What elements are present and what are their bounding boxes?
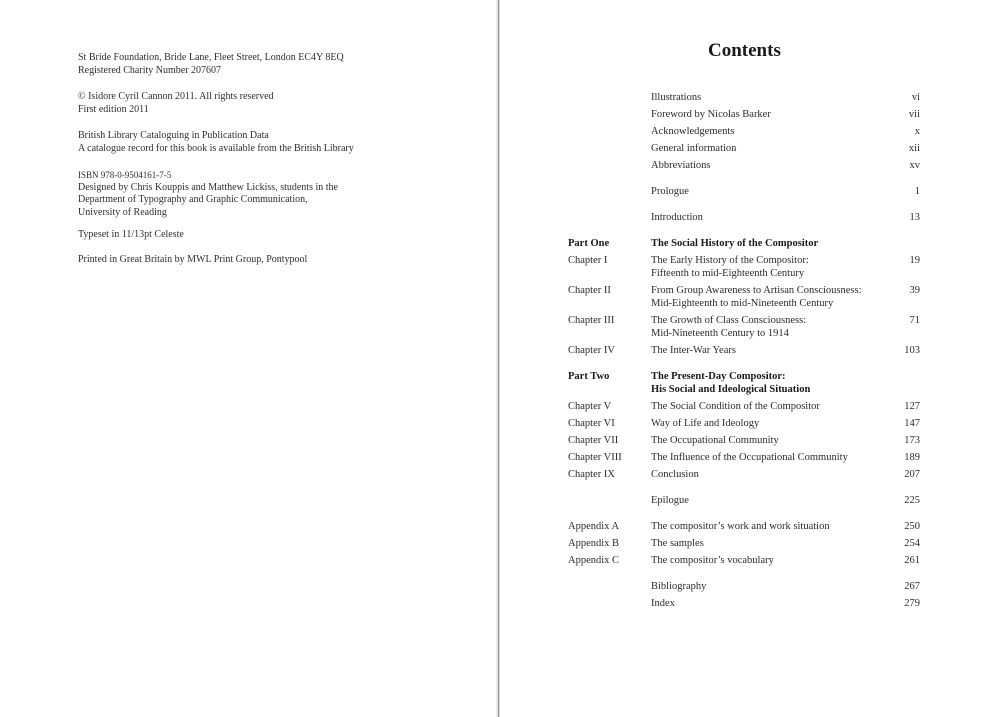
toc-entry-title: The samples bbox=[651, 538, 704, 549]
typeset-line: Typeset in 11/13pt Celeste bbox=[78, 229, 184, 240]
cip-heading: British Library Cataloguing in Publication Data bbox=[78, 130, 269, 141]
toc-entry-label: Appendix A bbox=[568, 521, 620, 532]
toc-entry-page: 189 bbox=[904, 452, 920, 463]
toc-entry-title: The Occupational Community bbox=[651, 435, 779, 446]
cip-block bbox=[78, 130, 378, 155]
design-line-2: Department of Typography and Graphic Communication, bbox=[78, 194, 308, 205]
toc-entry-label: Appendix B bbox=[568, 538, 620, 549]
colophon bbox=[78, 52, 378, 276]
charity-line: Registered Charity Number 207607 bbox=[78, 64, 222, 76]
toc-entry-title: Bibliography bbox=[651, 581, 707, 592]
toc-entry-subtitle: Mid-Nineteenth Century to 1914 bbox=[651, 328, 789, 339]
toc-entry-page: 71 bbox=[909, 315, 920, 326]
toc-entry-label: Part Two bbox=[568, 371, 610, 382]
left-page bbox=[0, 0, 497, 717]
toc-entry-page: 254 bbox=[904, 538, 920, 549]
copyright-block bbox=[78, 91, 378, 116]
toc-entry-label: Chapter IX bbox=[568, 469, 615, 480]
toc-entry-label: Chapter II bbox=[568, 285, 611, 296]
toc-entry-title: The compositor’s work and work situation bbox=[651, 521, 830, 532]
toc-entry-label: Chapter VII bbox=[568, 435, 619, 446]
toc-entry-title: Illustrations bbox=[651, 92, 702, 103]
design-block bbox=[78, 169, 378, 219]
typeset-block bbox=[78, 229, 378, 242]
toc-entry-page: 250 bbox=[904, 521, 920, 532]
toc-entry-subtitle: Mid-Eighteenth to mid-Nineteenth Century bbox=[651, 298, 834, 309]
toc-entry-title: Conclusion bbox=[651, 469, 699, 480]
edition-line: First edition 2011 bbox=[78, 103, 149, 115]
toc-entry-title: Abbreviations bbox=[651, 160, 711, 171]
toc-entry-page: xv bbox=[909, 160, 920, 171]
toc-entry-page: 173 bbox=[904, 435, 920, 446]
toc-entry-label: Chapter VIII bbox=[568, 452, 622, 463]
toc-entry-subtitle: His Social and Ideological Situation bbox=[651, 384, 811, 395]
toc-entry-page: 19 bbox=[909, 255, 920, 266]
toc-entry-page: vii bbox=[908, 109, 920, 120]
isbn-line: ISBN 978-0-9504161-7-5 bbox=[78, 170, 172, 180]
printer-block bbox=[78, 254, 378, 267]
toc-entry-title: General information bbox=[651, 143, 737, 154]
contents-title: Contents bbox=[708, 40, 781, 61]
toc-entry-label: Appendix C bbox=[568, 555, 620, 566]
toc-entry-title: Index bbox=[651, 598, 675, 609]
design-line-1: Designed by Chris Kouppis and Matthew Lickiss, students in the bbox=[78, 181, 338, 193]
toc-entry-label: Part One bbox=[568, 238, 610, 249]
toc-entry-page: 127 bbox=[904, 401, 920, 412]
toc-entry-page: 103 bbox=[904, 345, 920, 356]
toc-entry-label: Chapter IV bbox=[568, 345, 615, 356]
toc-entry-title: Introduction bbox=[651, 212, 703, 223]
toc-entry-title: The Social Condition of the Compositor bbox=[651, 401, 820, 412]
toc-entry-page: 261 bbox=[904, 555, 920, 566]
toc-entry-label: Chapter III bbox=[568, 315, 615, 326]
toc-entry-page: vi bbox=[911, 92, 920, 103]
toc-entry-page: 13 bbox=[909, 212, 920, 223]
printer-line: Printed in Great Britain by MWL Print Group, Pontypool bbox=[78, 253, 308, 265]
toc-entry-title: The Growth of Class Consciousness: bbox=[651, 315, 807, 326]
toc-entry-subtitle: Fifteenth to mid-Eighteenth Century bbox=[651, 268, 805, 279]
publisher-line: St Bride Foundation, Bride Lane, Fleet Street, London EC4Y 8EQ bbox=[78, 52, 344, 63]
toc-entry-title: The Inter-War Years bbox=[651, 345, 736, 356]
toc-entry-title: Foreword by Nicolas Barker bbox=[651, 109, 771, 120]
toc-entry-page: 207 bbox=[904, 469, 920, 480]
toc-entry-title: The Social History of the Compositor bbox=[651, 238, 819, 249]
toc-entry-title: The compositor’s vocabulary bbox=[651, 555, 774, 566]
toc-entry-page: 279 bbox=[904, 598, 920, 609]
toc-entry-page: 1 bbox=[914, 186, 920, 197]
toc-entry-label: Chapter I bbox=[568, 255, 608, 266]
copyright-line: © Isidore Cyril Cannon 2011. All rights reserved bbox=[78, 91, 274, 102]
toc-entry-page: 147 bbox=[904, 418, 920, 429]
toc-entry-title: Way of Life and Ideology bbox=[651, 418, 760, 429]
toc-entry-page: xii bbox=[908, 143, 920, 154]
cip-text: A catalogue record for this book is available from the British Library bbox=[78, 142, 354, 154]
toc-entry-page: 225 bbox=[904, 495, 920, 506]
toc-entry-title: The Influence of the Occupational Community bbox=[651, 452, 848, 463]
toc-entry-title: The Early History of the Compositor: bbox=[651, 255, 809, 266]
design-line-3: University of Reading bbox=[78, 206, 167, 218]
toc-entry-title: The Present-Day Compositor: bbox=[651, 371, 786, 382]
toc-entry-page: x bbox=[914, 126, 920, 137]
toc-entry-label: Chapter VI bbox=[568, 418, 615, 429]
toc-entry-label: Chapter V bbox=[568, 401, 612, 412]
publisher-block bbox=[78, 52, 378, 77]
toc-entry-page: 39 bbox=[909, 285, 920, 296]
gutter-fold-line bbox=[498, 0, 499, 717]
toc-entry-title: Epilogue bbox=[651, 495, 689, 506]
toc-entry-title: Prologue bbox=[651, 186, 689, 197]
toc-entry-title: Acknowledgements bbox=[651, 126, 735, 137]
toc-entry-title: From Group Awareness to Artisan Consciousness: bbox=[651, 285, 862, 296]
toc-entry-page: 267 bbox=[904, 581, 920, 592]
